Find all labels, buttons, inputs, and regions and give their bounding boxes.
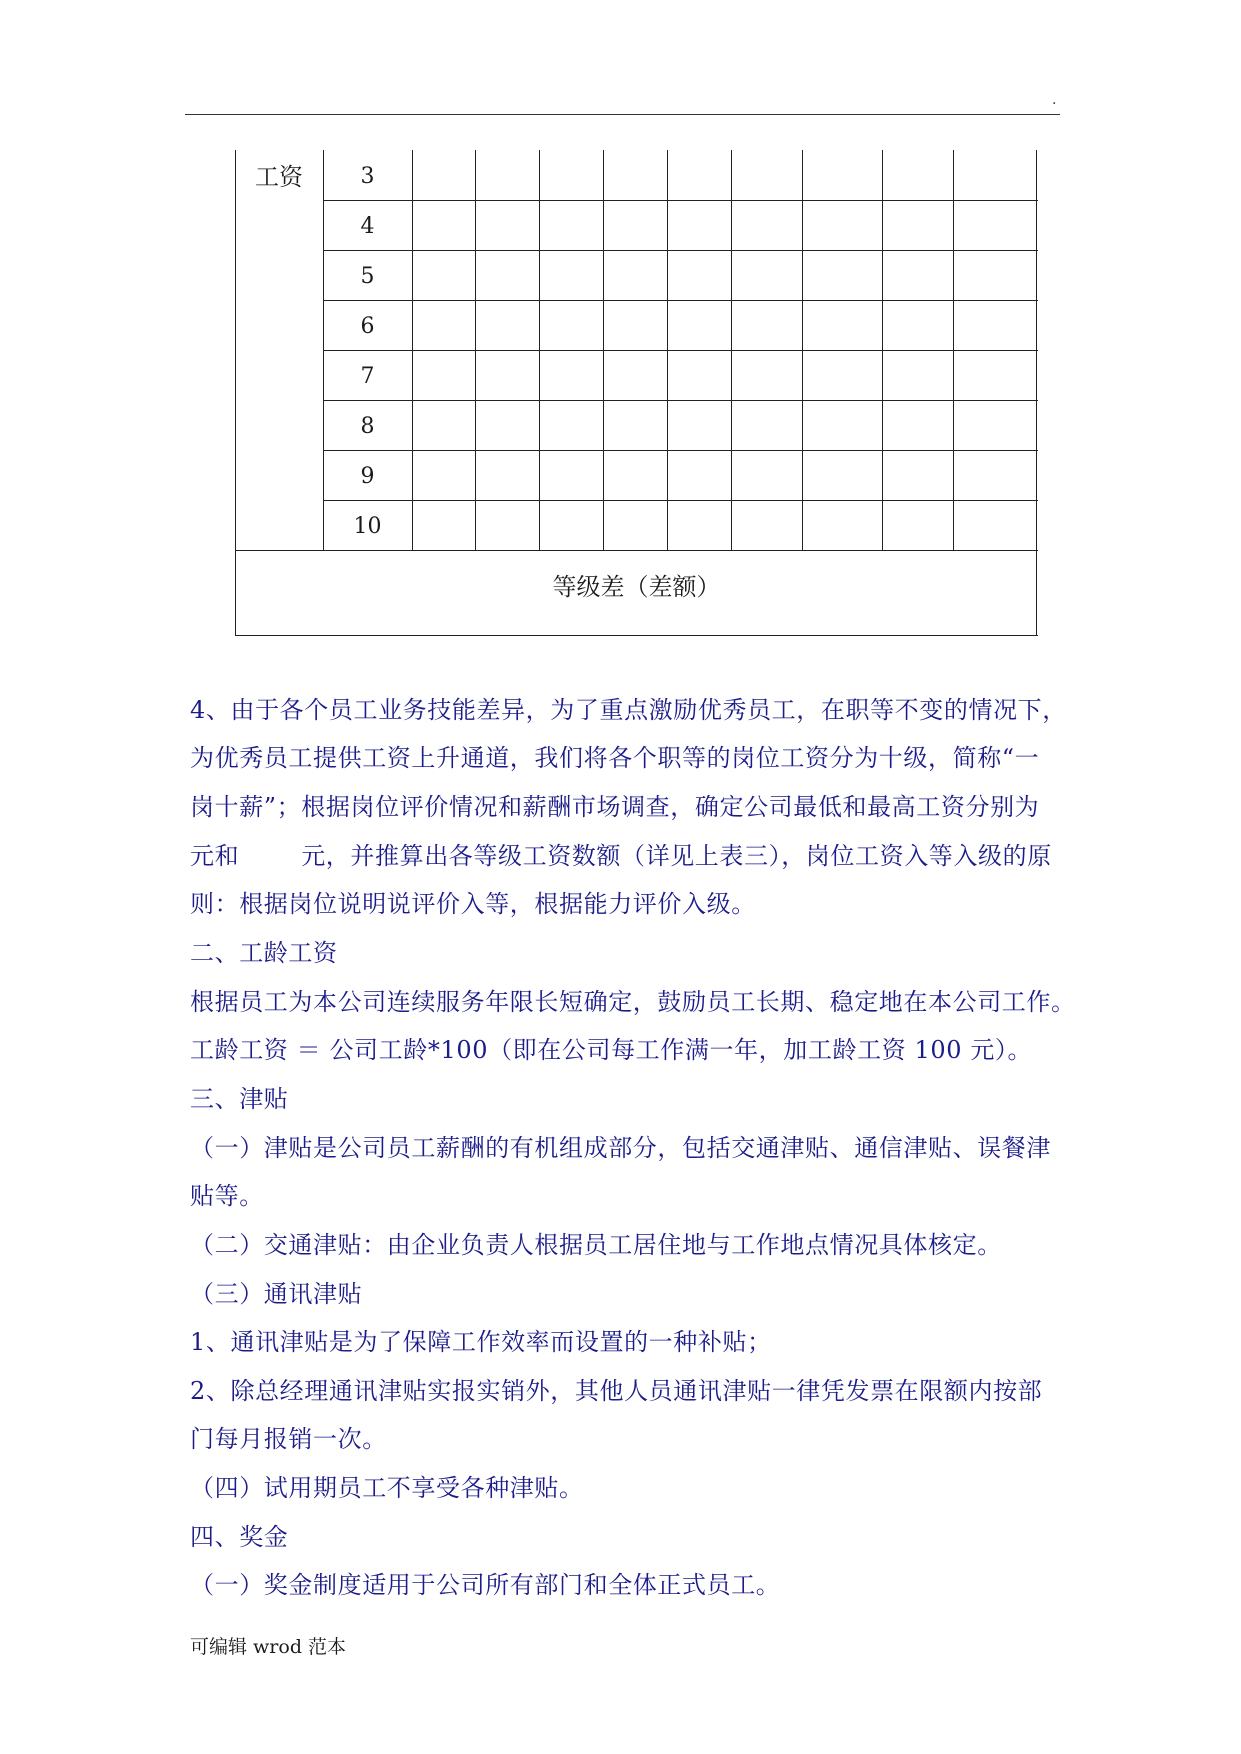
table-grid-line (323, 250, 1038, 251)
paragraph-4-line-5: 则：根据岗位说明说评价入等，根据能力评价入级。 (190, 890, 756, 918)
table-grade-cell: 5 (360, 264, 375, 289)
table-border-right (1036, 150, 1037, 636)
section-3-title: 三、津贴 (190, 1085, 289, 1113)
table-border-bottom (235, 635, 1038, 636)
paragraph-4-text: 元，并推算出各等级工资数额（详见上表三），岗位工资入等入级的原 (301, 842, 1052, 870)
table-grade-cell: 8 (360, 414, 375, 439)
table-grid-line (323, 200, 1038, 201)
table-grid-line (323, 450, 1038, 451)
table-grid-line (323, 400, 1038, 401)
section-3-item-3-point-2-line-1: 2、除总经理通讯津贴实报实销外，其他人员通讯津贴一律凭发票在限额内按部 (190, 1377, 1043, 1405)
paragraph-4-line-2: 为优秀员工提供工资上升通道，我们将各个职等的岗位工资分为十级，简称“一 (190, 744, 1040, 772)
header-dot: . (1052, 92, 1057, 108)
paragraph-4-text: 元和 (190, 842, 240, 870)
section-3-item-3: （三）通讯津贴 (190, 1280, 363, 1308)
table-grade-cell: 3 (360, 164, 375, 189)
section-2-line-1: 根据员工为本公司连续服务年限长短确定，鼓励员工长期、稳定地在本公司工作。 (190, 988, 1076, 1016)
page-footer: 可编辑 wrod 范本 (190, 1636, 347, 1658)
table-grade-cell: 4 (360, 214, 375, 239)
section-3-item-1-line-1: （一）津贴是公司员工薪酬的有机组成部分，包括交通津贴、通信津贴、误餐津 (190, 1134, 1051, 1162)
section-3-item-3-point-1: 1、通讯津贴是为了保障工作效率而设置的一种补贴； (190, 1328, 772, 1356)
paragraph-4-line-1: 4、由于各个员工业务技能差异，为了重点激励优秀员工，在职等不变的情况下， (190, 696, 1067, 724)
section-3-item-3-point-2-line-2: 门每月报销一次。 (190, 1425, 387, 1453)
header-rule (185, 114, 1060, 115)
table-grid-line (323, 350, 1038, 351)
paragraph-4-line-3: 岗十薪”；根据岗位评价情况和薪酬市场调查，确定公司最低和最高工资分别为 (190, 793, 1040, 821)
table-row-label: 工资 (255, 163, 303, 191)
section-3-item-4: （四）试用期员工不享受各种津贴。 (190, 1474, 584, 1502)
table-grade-difference-label: 等级差（差额） (552, 573, 721, 601)
table-border-left (235, 150, 236, 636)
section-4-item-1: （一）奖金制度适用于公司所有部门和全体正式员工。 (190, 1571, 781, 1599)
table-grid-line (235, 550, 1038, 551)
salary-grade-table (235, 150, 1038, 636)
section-2-title: 二、工龄工资 (190, 939, 338, 967)
table-grade-cell: 9 (360, 464, 375, 489)
section-3-item-2: （二）交通津贴：由企业负责人根据员工居住地与工作地点情况具体核定。 (190, 1231, 1002, 1259)
section-3-item-1-line-2: 贴等。 (190, 1182, 264, 1210)
table-grid-line (323, 500, 1038, 501)
table-grade-cell: 6 (360, 314, 375, 339)
paragraph-4-line-4 (190, 839, 1052, 873)
section-2-line-2: 工龄工资 ＝ 公司工龄*100（即在公司每工作满一年，加工龄工资 100 元）。 (190, 1036, 1033, 1064)
table-grid-line (323, 300, 1038, 301)
table-grade-cell: 7 (360, 364, 375, 389)
table-grade-cell: 10 (353, 514, 382, 539)
section-4-title: 四、奖金 (190, 1523, 289, 1551)
